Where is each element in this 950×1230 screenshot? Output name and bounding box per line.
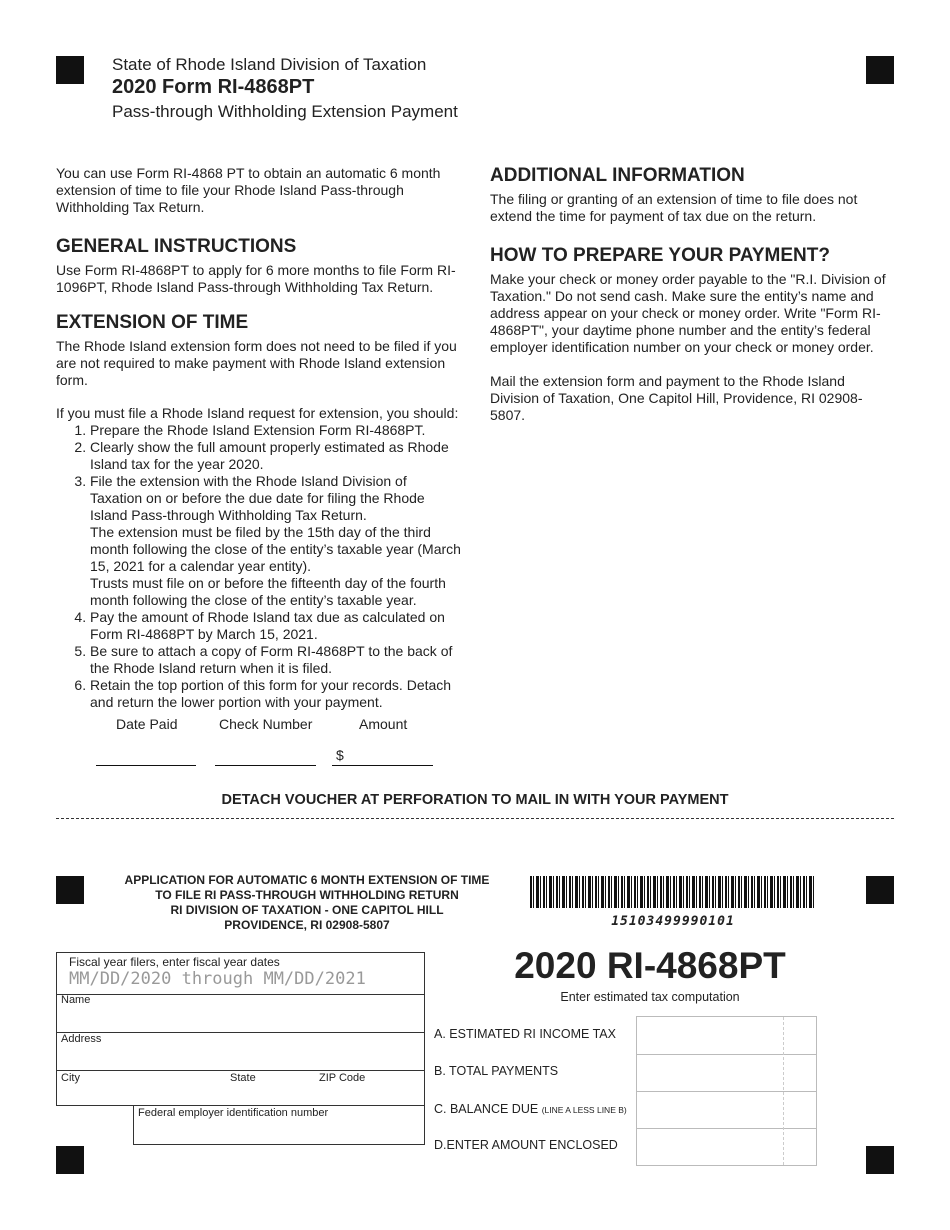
name-field[interactable] bbox=[56, 994, 425, 1033]
registration-mark-top-right bbox=[866, 56, 894, 84]
mail-text: Mail the extension form and payment to the Rhode Island Division of Taxation, One Capitol Hill, Providence, RI 02908-5807. bbox=[490, 373, 863, 423]
address-label: Address bbox=[61, 1033, 102, 1045]
name-label: Name bbox=[61, 994, 91, 1006]
agency-name: State of Rhode Island Division of Taxation bbox=[112, 55, 427, 74]
line-d-label: D.ENTER AMOUNT ENCLOSED bbox=[434, 1138, 618, 1152]
step-note: The extension must be filed by the 15th day of the third month following the close of the entity’s taxable year (March 15, 2021 for a calendar year entity). bbox=[90, 524, 461, 574]
registration-mark-bottom-left bbox=[56, 1146, 84, 1174]
general-instructions-heading: GENERAL INSTRUCTIONS bbox=[56, 236, 297, 257]
right-column bbox=[490, 165, 895, 424]
list-item: 6. Retain the top portion of this form for your records. Detach and return the lower portion with your payment. bbox=[90, 677, 461, 711]
application-line: RI DIVISION OF TAXATION - ONE CAPITOL HILL bbox=[170, 903, 444, 917]
fiscal-year-placeholder: MM/DD/2020 through MM/DD/2021 bbox=[69, 969, 366, 989]
application-line: TO FILE RI PASS-THROUGH WITHHOLDING RETURN bbox=[155, 888, 459, 902]
intro-text: You can use Form RI-4868 PT to obtain an automatic 6 month extension of time to file your Rhode Island Pass-through Withholding Tax Return. bbox=[56, 165, 441, 215]
computation-grid bbox=[636, 1016, 817, 1166]
line-c-label bbox=[434, 1102, 627, 1116]
application-title bbox=[112, 873, 502, 933]
detach-instruction: DETACH VOUCHER AT PERFORATION TO MAIL IN WITH YOUR PAYMENT bbox=[221, 792, 729, 808]
step-text: File the extension with the Rhode Island Division of Taxation on or before the due date for filing the Rhode Island Pass-through Withholding Tax Return. bbox=[90, 473, 425, 523]
fein-field[interactable] bbox=[133, 1105, 425, 1145]
line-b-input[interactable] bbox=[637, 1054, 816, 1091]
date-paid-label: Date Paid bbox=[116, 716, 178, 732]
list-item bbox=[90, 473, 461, 609]
left-column bbox=[56, 165, 461, 711]
application-line: PROVIDENCE, RI 02908-5807 bbox=[224, 918, 390, 932]
fiscal-year-label: Fiscal year filers, enter fiscal year dates bbox=[69, 955, 280, 969]
registration-mark-top-left bbox=[56, 56, 84, 84]
fiscal-year-box[interactable] bbox=[56, 952, 425, 995]
line-a-label: A. ESTIMATED RI INCOME TAX bbox=[434, 1027, 616, 1041]
list-item: 4. Pay the amount of Rhode Island tax due as calculated on Form RI-4868PT by March 15, 2021. bbox=[90, 609, 461, 643]
voucher-title: 2020 RI-4868PT bbox=[514, 945, 786, 986]
line-c-text: C. BALANCE DUE bbox=[434, 1102, 539, 1116]
zip-label: ZIP Code bbox=[319, 1072, 366, 1084]
line-c-input[interactable] bbox=[637, 1091, 816, 1128]
form-title: 2020 Form RI-4868PT bbox=[112, 76, 315, 98]
amount-label: Amount bbox=[359, 716, 408, 732]
city-label: City bbox=[61, 1072, 80, 1084]
prepare-payment-text: Make your check or money order payable to the "R.I. Division of Taxation." Do not send cash. Make sure the entity’s name and address appear on your check or money order. Write "Form RI-4868PT", your daytime phone number and the entity’s federal employer identification number on your check or money order. bbox=[490, 271, 886, 355]
general-instructions-text: Use Form RI-4868PT to apply for 6 more months to file Form RI-1096PT, Rhode Island Pass-through Withholding Tax Return. bbox=[56, 262, 456, 295]
registration-mark-bottom-right bbox=[866, 1146, 894, 1174]
list-item: 5. Be sure to attach a copy of Form RI-4868PT to the back of the Rhode Island return when it is filed. bbox=[90, 643, 461, 677]
line-d-input[interactable] bbox=[637, 1128, 816, 1165]
dollar-sign: $ bbox=[336, 747, 344, 763]
check-number-label: Check Number bbox=[219, 716, 313, 732]
registration-mark-mid-left bbox=[56, 876, 84, 904]
estimate-instruction: Enter estimated tax computation bbox=[560, 990, 740, 1004]
application-line: APPLICATION FOR AUTOMATIC 6 MONTH EXTENSION OF TIME bbox=[124, 873, 490, 887]
extension-text: The Rhode Island extension form does not need to be filed if you are not required to make payment with Rhode Island extension form. bbox=[56, 338, 457, 388]
perforation-line bbox=[56, 818, 894, 819]
fein-label: Federal employer identification number bbox=[138, 1107, 329, 1119]
barcode-number: 15103499990101 bbox=[611, 914, 735, 929]
steps-list bbox=[56, 422, 461, 711]
prepare-payment-heading: HOW TO PREPARE YOUR PAYMENT? bbox=[490, 245, 830, 266]
amount-line[interactable] bbox=[332, 765, 433, 766]
barcode bbox=[530, 876, 816, 908]
additional-info-text: The filing or granting of an extension of time to file does not extend the time for payment of tax due on the return. bbox=[490, 191, 858, 224]
extension-heading: EXTENSION OF TIME bbox=[56, 312, 249, 333]
must-file-text: If you must file a Rhode Island request for extension, you should: bbox=[56, 405, 459, 421]
date-paid-line[interactable] bbox=[96, 765, 196, 766]
line-a-input[interactable] bbox=[637, 1017, 816, 1054]
line-b-label: B. TOTAL PAYMENTS bbox=[434, 1064, 559, 1078]
list-item: 2. Clearly show the full amount properly estimated as Rhode Island tax for the year 2020. bbox=[90, 439, 461, 473]
form-subtitle: Pass-through Withholding Extension Payment bbox=[112, 102, 458, 121]
list-item: 1. Prepare the Rhode Island Extension Form RI-4868PT. bbox=[90, 422, 461, 439]
check-number-line[interactable] bbox=[215, 765, 316, 766]
city-state-zip-field[interactable] bbox=[56, 1070, 425, 1106]
additional-info-heading: ADDITIONAL INFORMATION bbox=[490, 165, 745, 186]
step-note: Trusts must file on or before the fifteenth day of the fourth month following the close of the entity’s taxable year. bbox=[90, 575, 446, 608]
registration-mark-mid-right bbox=[866, 876, 894, 904]
line-c-note: (LINE A LESS LINE B) bbox=[541, 1105, 627, 1115]
state-label: State bbox=[230, 1072, 256, 1084]
address-field[interactable] bbox=[56, 1032, 425, 1071]
